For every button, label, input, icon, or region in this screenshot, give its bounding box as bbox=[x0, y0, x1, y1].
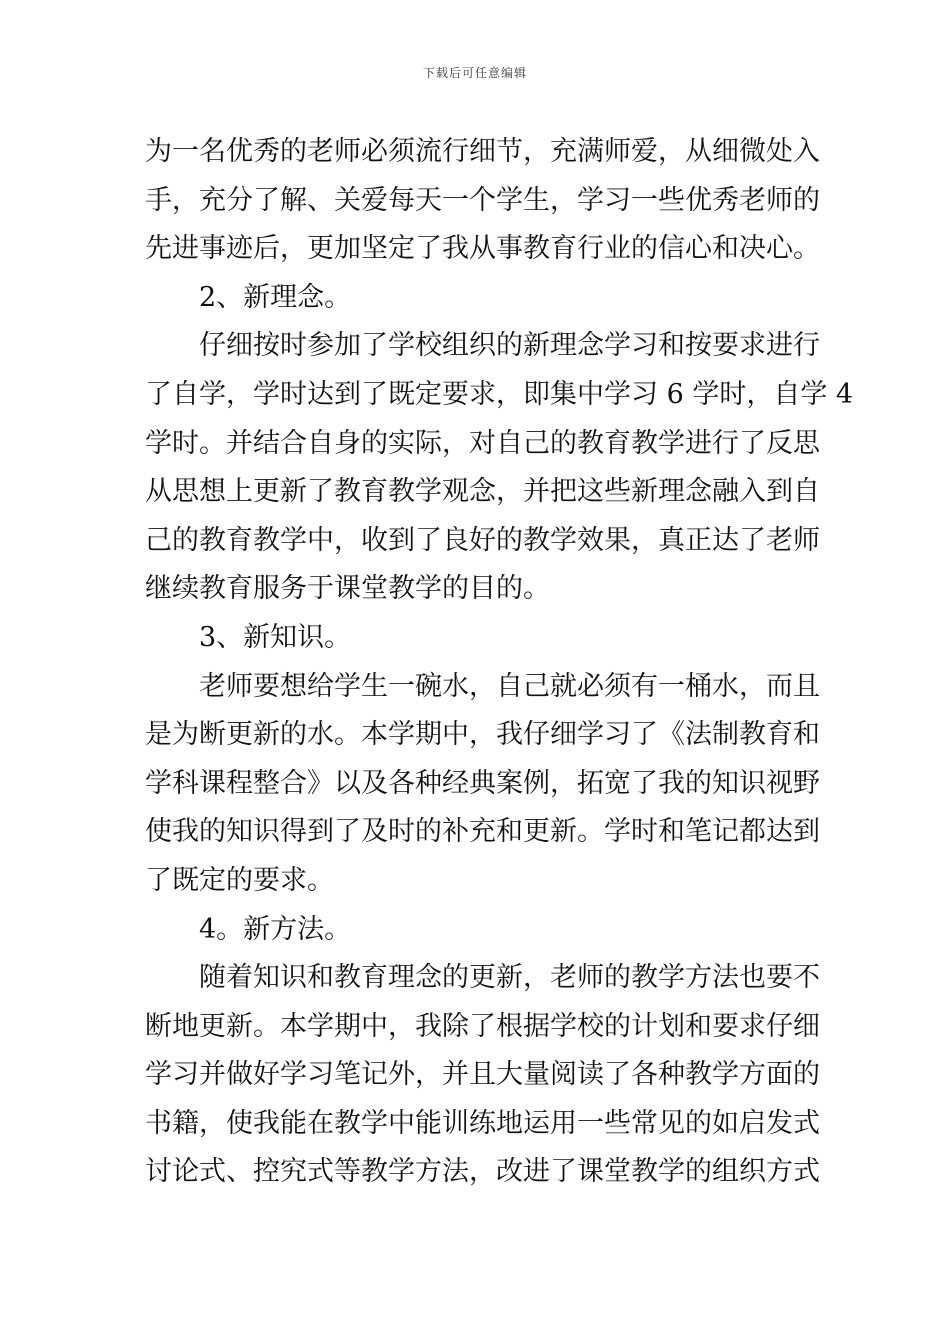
text-line: 老师要想给学生一碗水，自己就必须有一桶水，而且 bbox=[199, 670, 820, 702]
text-line: 随着知识和教育理念的更新，老师的教学方法也要不 bbox=[199, 962, 820, 994]
text-line: 学习并做好学习笔记外，并且大量阅读了各种教学方面的 bbox=[145, 1059, 820, 1091]
text-line: 学时。并结合自身的实际，对自己的教育教学进行了反思 bbox=[145, 427, 820, 459]
text-line: 书籍，使我能在教学中能训练地运用一些常见的如启发式 bbox=[145, 1107, 820, 1139]
text-line: 先进事迹后，更加坚定了我从事教育行业的信心和决心。 bbox=[145, 233, 820, 265]
text-line: 为一名优秀的老师必须流行细节，充满师爱，从细微处入 bbox=[145, 136, 820, 167]
text-line: 4。新方法。 bbox=[199, 913, 352, 945]
text-line: 仔细按时参加了学校组织的新理念学习和按要求进行 bbox=[199, 330, 820, 362]
text-line: 己的教育教学中，收到了良好的教学效果，真正达了老师 bbox=[145, 524, 820, 556]
text-line: 了自学，学时达到了既定要求，即集中学习 6 学时，自学 4 bbox=[145, 378, 854, 410]
text-line: 3、新知识。 bbox=[199, 621, 352, 653]
text-line: 讨论式、控究式等教学方法，改进了课堂教学的组织方式 bbox=[145, 1156, 820, 1188]
text-line: 从思想上更新了教育教学观念，并把这些新理念融入到自 bbox=[145, 476, 820, 508]
text-line: 2、新理念。 bbox=[199, 281, 352, 313]
text-line: 断地更新。本学期中，我除了根据学校的计划和要求仔细 bbox=[145, 1010, 820, 1042]
text-line: 了既定的要求。 bbox=[145, 864, 334, 896]
text-line: 继续教育服务于课堂教学的目的。 bbox=[145, 573, 550, 605]
text-line: 手，充分了解、关爱每天一个学生，学习一些优秀老师的 bbox=[145, 184, 820, 216]
text-line: 是为断更新的水。本学期中，我仔细学习了《法制教育和 bbox=[145, 719, 820, 751]
text-line: 学科课程整合》以及各种经典案例，拓宽了我的知识视野 bbox=[145, 767, 820, 799]
text-line: 使我的知识得到了及时的补充和更新。学时和笔记都达到 bbox=[145, 816, 820, 848]
download-note: 下载后可任意编辑 bbox=[422, 66, 527, 80]
document-body bbox=[145, 128, 854, 1197]
